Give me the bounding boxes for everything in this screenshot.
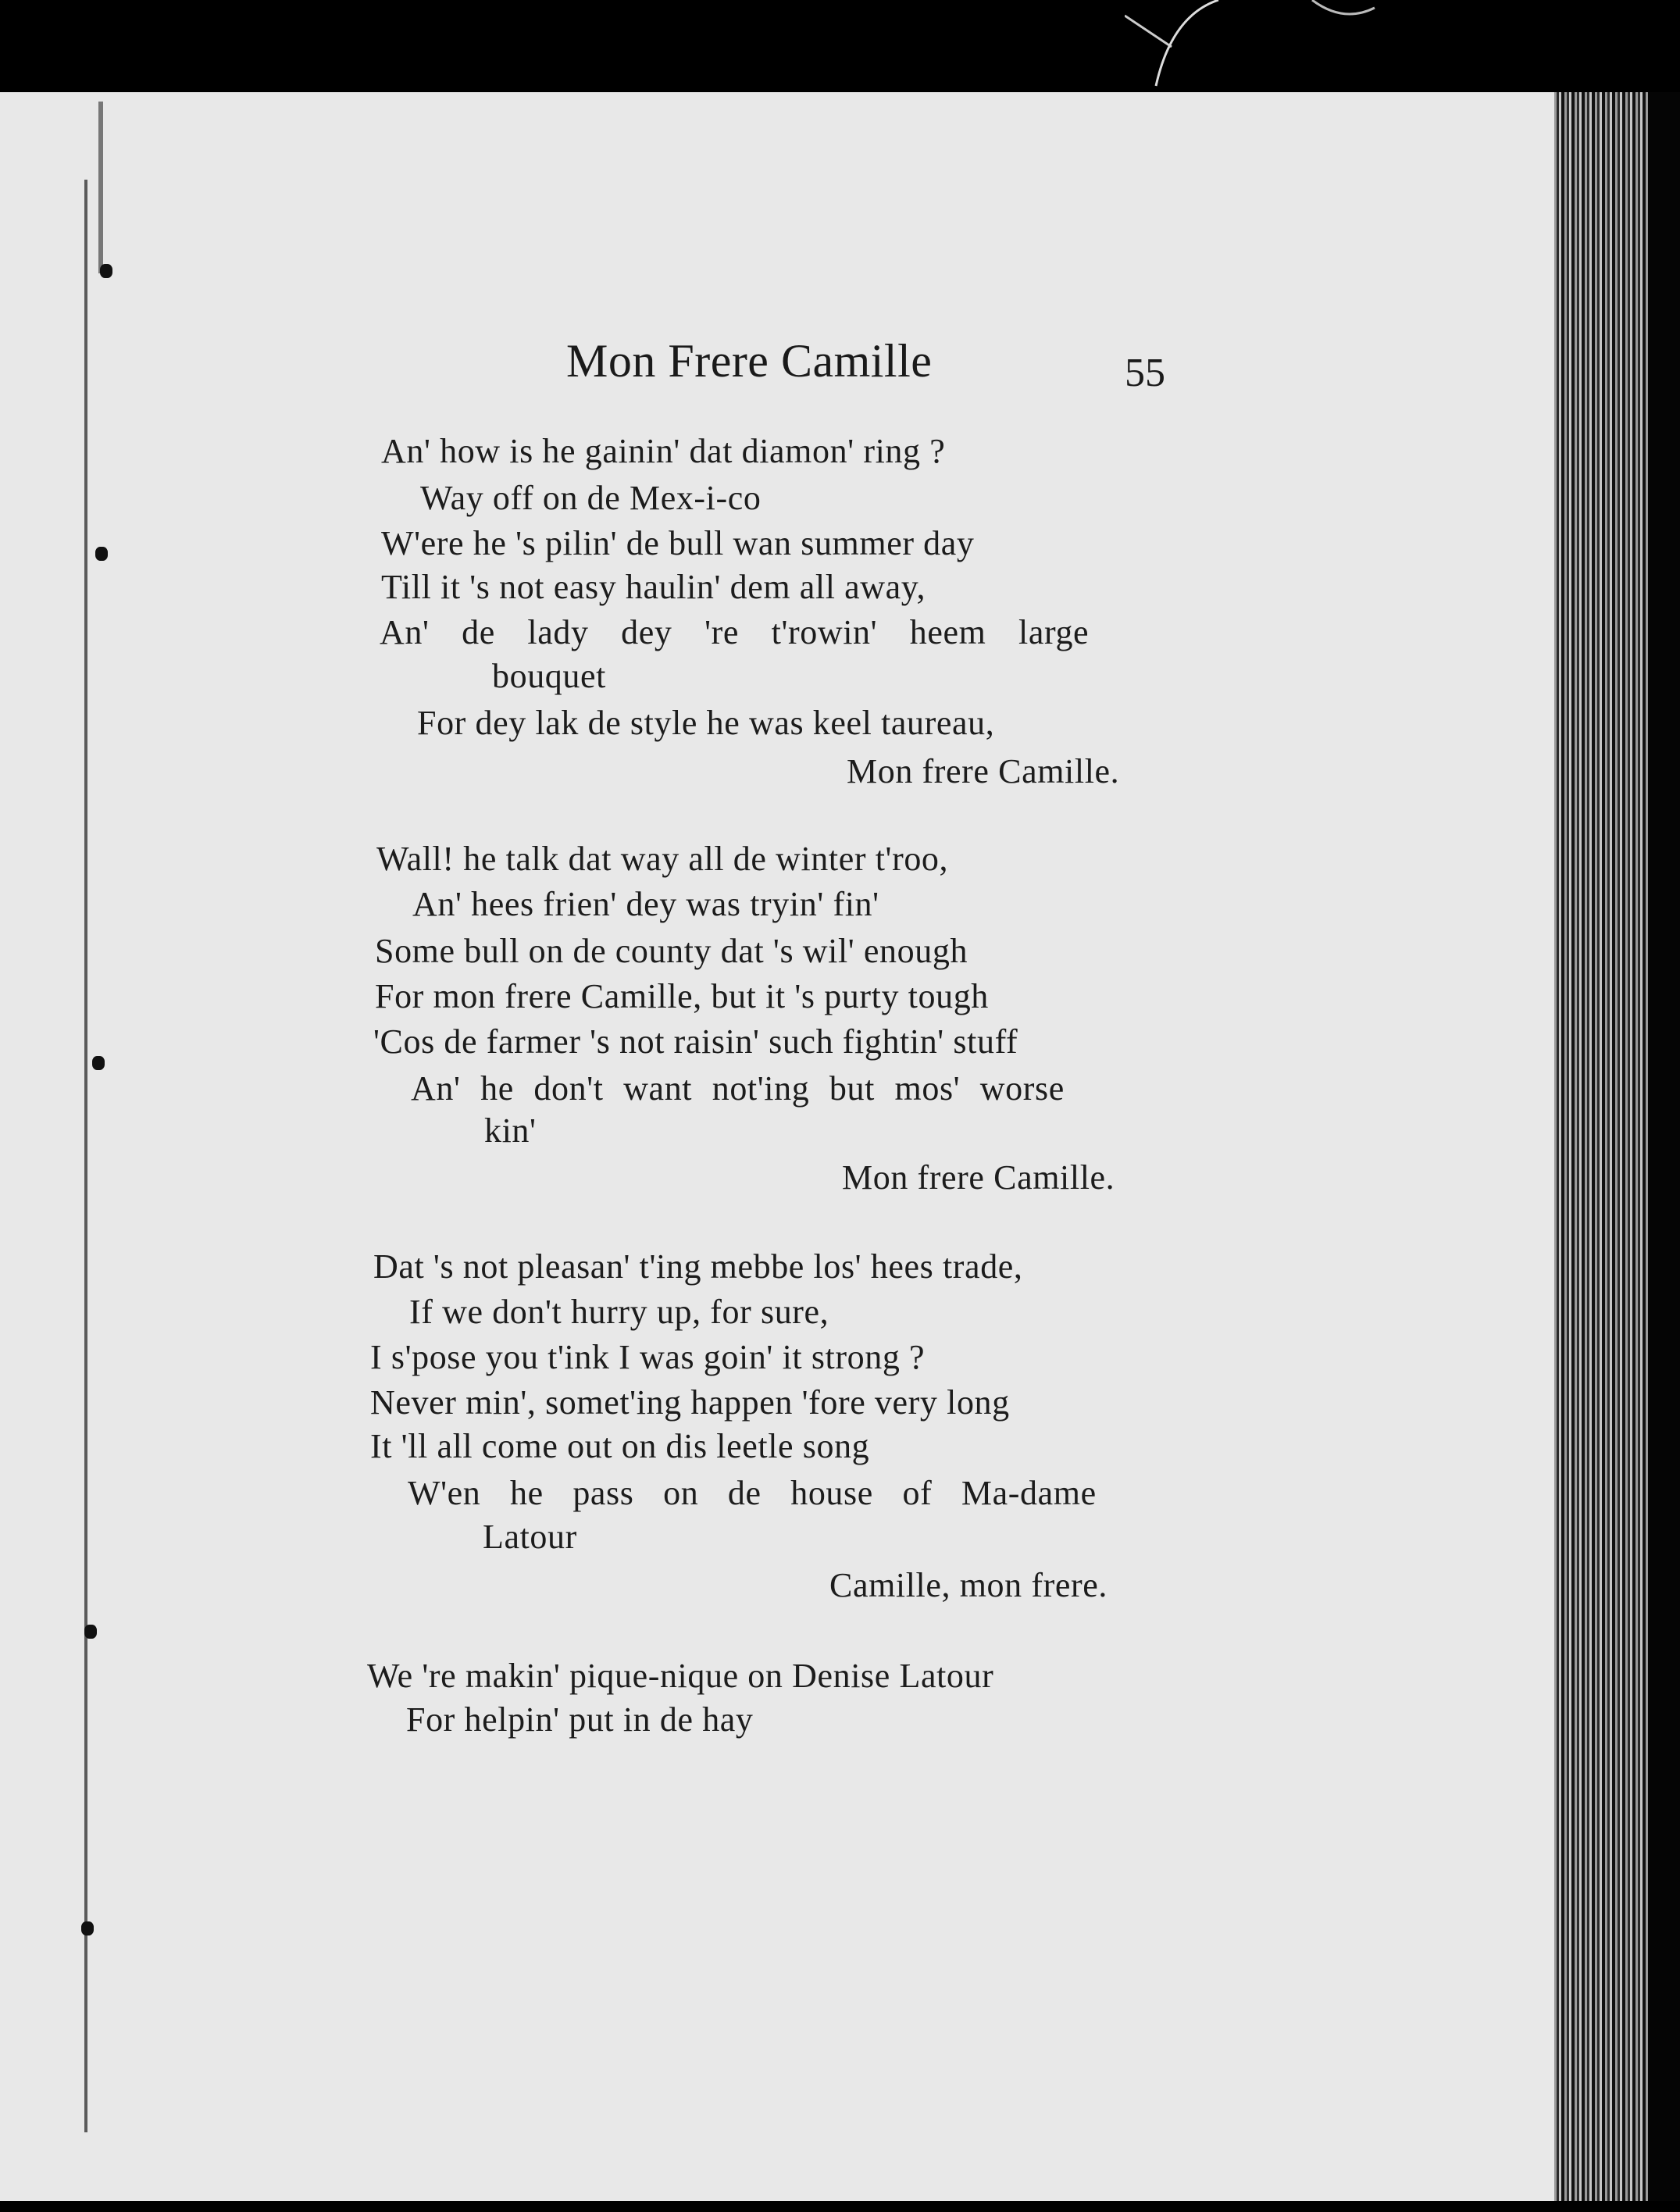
verse-line: bouquet: [492, 657, 606, 695]
verse-line: An' he don't want not'ing but mos' worse: [411, 1069, 1065, 1108]
refrain-line: Camille, mon frere.: [829, 1566, 1108, 1604]
scan-border: [1648, 92, 1680, 2201]
page-number: 55: [1125, 351, 1165, 395]
binding-mark: [81, 1921, 94, 1936]
verse-line: For mon frere Camille, but it 's purty tough: [375, 977, 989, 1015]
verse-line: I s'pose you t'ink I was goin' it strong ?: [370, 1338, 926, 1376]
verse-line: Till it 's not easy haulin' dem all away,: [381, 568, 926, 606]
book-page: [0, 92, 1570, 2201]
verse-line: Wall! he talk dat way all de winter t'roo,: [376, 840, 949, 878]
verse-line: Some bull on de county dat 's wil' enough: [375, 932, 968, 970]
verse-line: W'ere he 's pilin' de bull wan summer day: [381, 524, 975, 562]
verse-line: An' how is he gainin' dat diamon' ring ?: [381, 432, 946, 470]
verse-line: Way off on de Mex-i-co: [420, 479, 762, 517]
gutter-line: [84, 180, 87, 2132]
verse-line: If we don't hurry up, for sure,: [409, 1293, 829, 1331]
verse-line: It 'll all come out on dis leetle song: [370, 1427, 870, 1465]
page-edges: [1554, 92, 1656, 2201]
verse-line: For dey lak de style he was keel taureau,: [417, 704, 995, 742]
verse-line: An' hees frien' dey was tryin' fin': [412, 885, 879, 923]
binding-mark: [100, 264, 112, 278]
binding-mark: [84, 1625, 97, 1639]
verse-line: Never min', somet'ing happen 'fore very long: [370, 1383, 1010, 1422]
refrain-line: Mon frere Camille.: [847, 752, 1120, 790]
verse-line: Latour: [483, 1518, 577, 1556]
verse-line: Dat 's not pleasan' t'ing mebbe los' hees trade,: [373, 1247, 1023, 1286]
verse-line: For helpin' put in de hay: [406, 1700, 754, 1739]
verse-line: An' de lady dey 're t'rowin' heem large: [380, 613, 1090, 651]
binding-mark: [92, 1056, 105, 1070]
verse-line: kin': [484, 1111, 537, 1150]
page-title: Mon Frere Camille: [566, 335, 933, 387]
verse-line: 'Cos de farmer 's not raisin' such fightin' stuff: [373, 1022, 1018, 1061]
refrain-line: Mon frere Camille.: [842, 1158, 1115, 1197]
scan-artifact: [1125, 0, 1390, 94]
gutter-shadow: [98, 102, 103, 273]
binding-mark: [95, 547, 108, 561]
verse-line: W'en he pass on de house of Ma-dame: [408, 1474, 1097, 1512]
verse-line: We 're makin' pique-nique on Denise Latour: [367, 1657, 994, 1695]
